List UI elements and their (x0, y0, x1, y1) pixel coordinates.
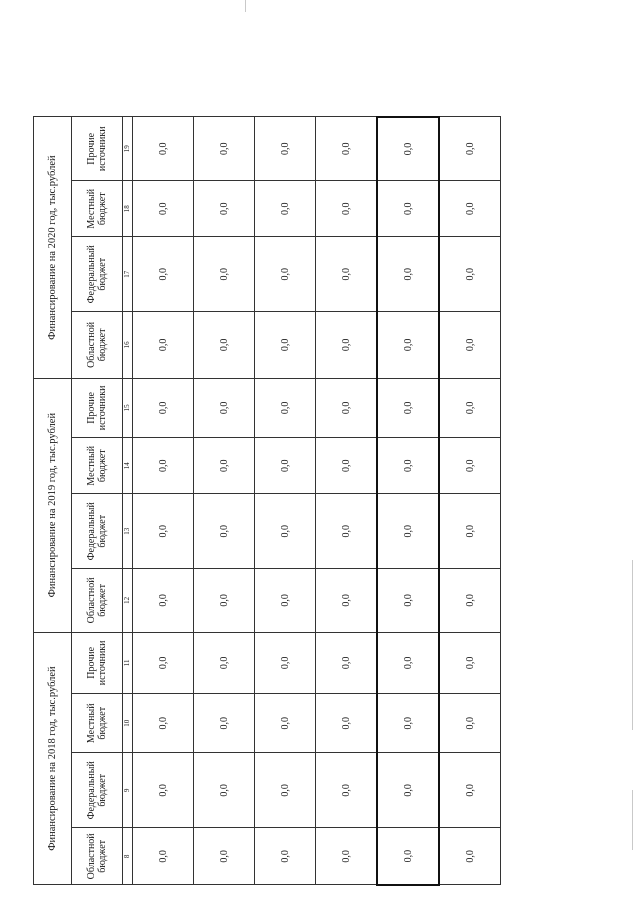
column-number-row (123, 117, 133, 885)
column-number: 8 (123, 828, 133, 885)
table-cell: 0,0 (194, 569, 255, 632)
table-cell: 0,0 (255, 237, 316, 312)
table-cell: 0,0 (316, 237, 378, 312)
table-cell: 0,0 (255, 181, 316, 237)
table-cell: 0,0 (439, 378, 501, 437)
col-other-sources-2020: Прочие источники (72, 117, 123, 181)
table-cell: 0,0 (194, 632, 255, 693)
col-regional-budget-2019: Областной бюджет (72, 569, 123, 632)
col-regional-budget-2020: Областной бюджет (72, 312, 123, 379)
table-row (133, 117, 194, 885)
scan-mark (632, 790, 633, 850)
column-number: 19 (123, 117, 133, 181)
col-local-budget-2018: Местный бюджет (72, 694, 123, 753)
table-row (439, 117, 501, 885)
table-cell: 0,0 (377, 753, 439, 828)
table-row (316, 117, 378, 885)
table-cell: 0,0 (194, 181, 255, 237)
table-cell: 0,0 (377, 117, 439, 181)
table-cell: 0,0 (316, 312, 378, 379)
table-cell: 0,0 (377, 694, 439, 753)
table-cell: 0,0 (255, 632, 316, 693)
column-number: 11 (123, 632, 133, 693)
table-cell: 0,0 (439, 237, 501, 312)
table-cell: 0,0 (439, 569, 501, 632)
table-cell: 0,0 (255, 117, 316, 181)
table-cell: 0,0 (133, 569, 194, 632)
table-cell: 0,0 (439, 632, 501, 693)
table-cell: 0,0 (439, 117, 501, 181)
table-cell: 0,0 (133, 438, 194, 494)
table-cell: 0,0 (377, 181, 439, 237)
col-other-sources-2018: Прочие источники (72, 632, 123, 693)
table-cell: 0,0 (316, 694, 378, 753)
rotated-financing-table (33, 116, 593, 886)
table-cell: 0,0 (133, 632, 194, 693)
table-cell: 0,0 (255, 438, 316, 494)
period-2019-header: Финансирование на 2019 год, тыс.рублей (34, 378, 72, 632)
table-row (194, 117, 255, 885)
table-cell: 0,0 (133, 378, 194, 437)
table-cell: 0,0 (194, 494, 255, 569)
table-cell: 0,0 (133, 312, 194, 379)
table-cell: 0,0 (133, 694, 194, 753)
period-header-row (34, 117, 72, 885)
table-cell: 0,0 (194, 694, 255, 753)
table-cell: 0,0 (377, 632, 439, 693)
table-cell: 0,0 (439, 181, 501, 237)
table-cell: 0,0 (377, 438, 439, 494)
table-cell: 0,0 (133, 494, 194, 569)
column-number: 9 (123, 753, 133, 828)
table-cell: 0,0 (255, 753, 316, 828)
scan-mark (245, 0, 246, 12)
column-number: 13 (123, 494, 133, 569)
table-cell: 0,0 (377, 237, 439, 312)
table-cell: 0,0 (316, 181, 378, 237)
table-cell: 0,0 (377, 494, 439, 569)
table-cell: 0,0 (439, 828, 501, 885)
table-cell: 0,0 (316, 753, 378, 828)
column-number: 15 (123, 378, 133, 437)
table-cell: 0,0 (255, 828, 316, 885)
table-cell: 0,0 (194, 828, 255, 885)
col-federal-budget-2020: Федеральный бюджет (72, 237, 123, 312)
table-cell: 0,0 (316, 632, 378, 693)
table-cell: 0,0 (255, 378, 316, 437)
table-cell: 0,0 (316, 569, 378, 632)
table-cell: 0,0 (194, 117, 255, 181)
table-cell: 0,0 (377, 828, 439, 885)
table-cell: 0,0 (377, 569, 439, 632)
col-federal-budget-2018: Федеральный бюджет (72, 753, 123, 828)
table-cell: 0,0 (316, 494, 378, 569)
col-regional-budget-2018: Областной бюджет (72, 828, 123, 885)
financing-table (33, 116, 501, 886)
table-cell: 0,0 (255, 312, 316, 379)
table-cell: 0,0 (194, 438, 255, 494)
table-cell: 0,0 (133, 181, 194, 237)
table-cell: 0,0 (439, 494, 501, 569)
table-row (377, 117, 439, 885)
table-cell: 0,0 (194, 378, 255, 437)
table-row (255, 117, 316, 885)
table-cell: 0,0 (133, 828, 194, 885)
column-name-row (72, 117, 123, 885)
period-2018-header: Финансирование на 2018 год, тыс.рублей (34, 632, 72, 885)
data-rows (133, 117, 501, 885)
column-number: 10 (123, 694, 133, 753)
column-number: 12 (123, 569, 133, 632)
column-number: 17 (123, 237, 133, 312)
col-local-budget-2019: Местный бюджет (72, 438, 123, 494)
column-number: 16 (123, 312, 133, 379)
col-local-budget-2020: Местный бюджет (72, 181, 123, 237)
table-cell: 0,0 (439, 694, 501, 753)
table-cell: 0,0 (316, 117, 378, 181)
table-cell: 0,0 (194, 312, 255, 379)
table-cell: 0,0 (133, 237, 194, 312)
period-2020-header: Финансирование на 2020 год, тыс.рублей (34, 117, 72, 378)
scan-mark (632, 560, 633, 730)
table-cell: 0,0 (439, 438, 501, 494)
table-cell: 0,0 (439, 753, 501, 828)
table-cell: 0,0 (377, 312, 439, 379)
table-cell: 0,0 (255, 694, 316, 753)
table-cell: 0,0 (133, 117, 194, 181)
col-federal-budget-2019: Федеральный бюджет (72, 494, 123, 569)
table-cell: 0,0 (133, 753, 194, 828)
col-other-sources-2019: Прочие источники (72, 378, 123, 437)
table-cell: 0,0 (316, 828, 378, 885)
table-cell: 0,0 (316, 378, 378, 437)
table-cell: 0,0 (377, 378, 439, 437)
table-cell: 0,0 (255, 494, 316, 569)
table-cell: 0,0 (194, 237, 255, 312)
table-cell: 0,0 (255, 569, 316, 632)
table-cell: 0,0 (316, 438, 378, 494)
table-cell: 0,0 (439, 312, 501, 379)
column-number: 14 (123, 438, 133, 494)
table-cell: 0,0 (194, 753, 255, 828)
column-number: 18 (123, 181, 133, 237)
